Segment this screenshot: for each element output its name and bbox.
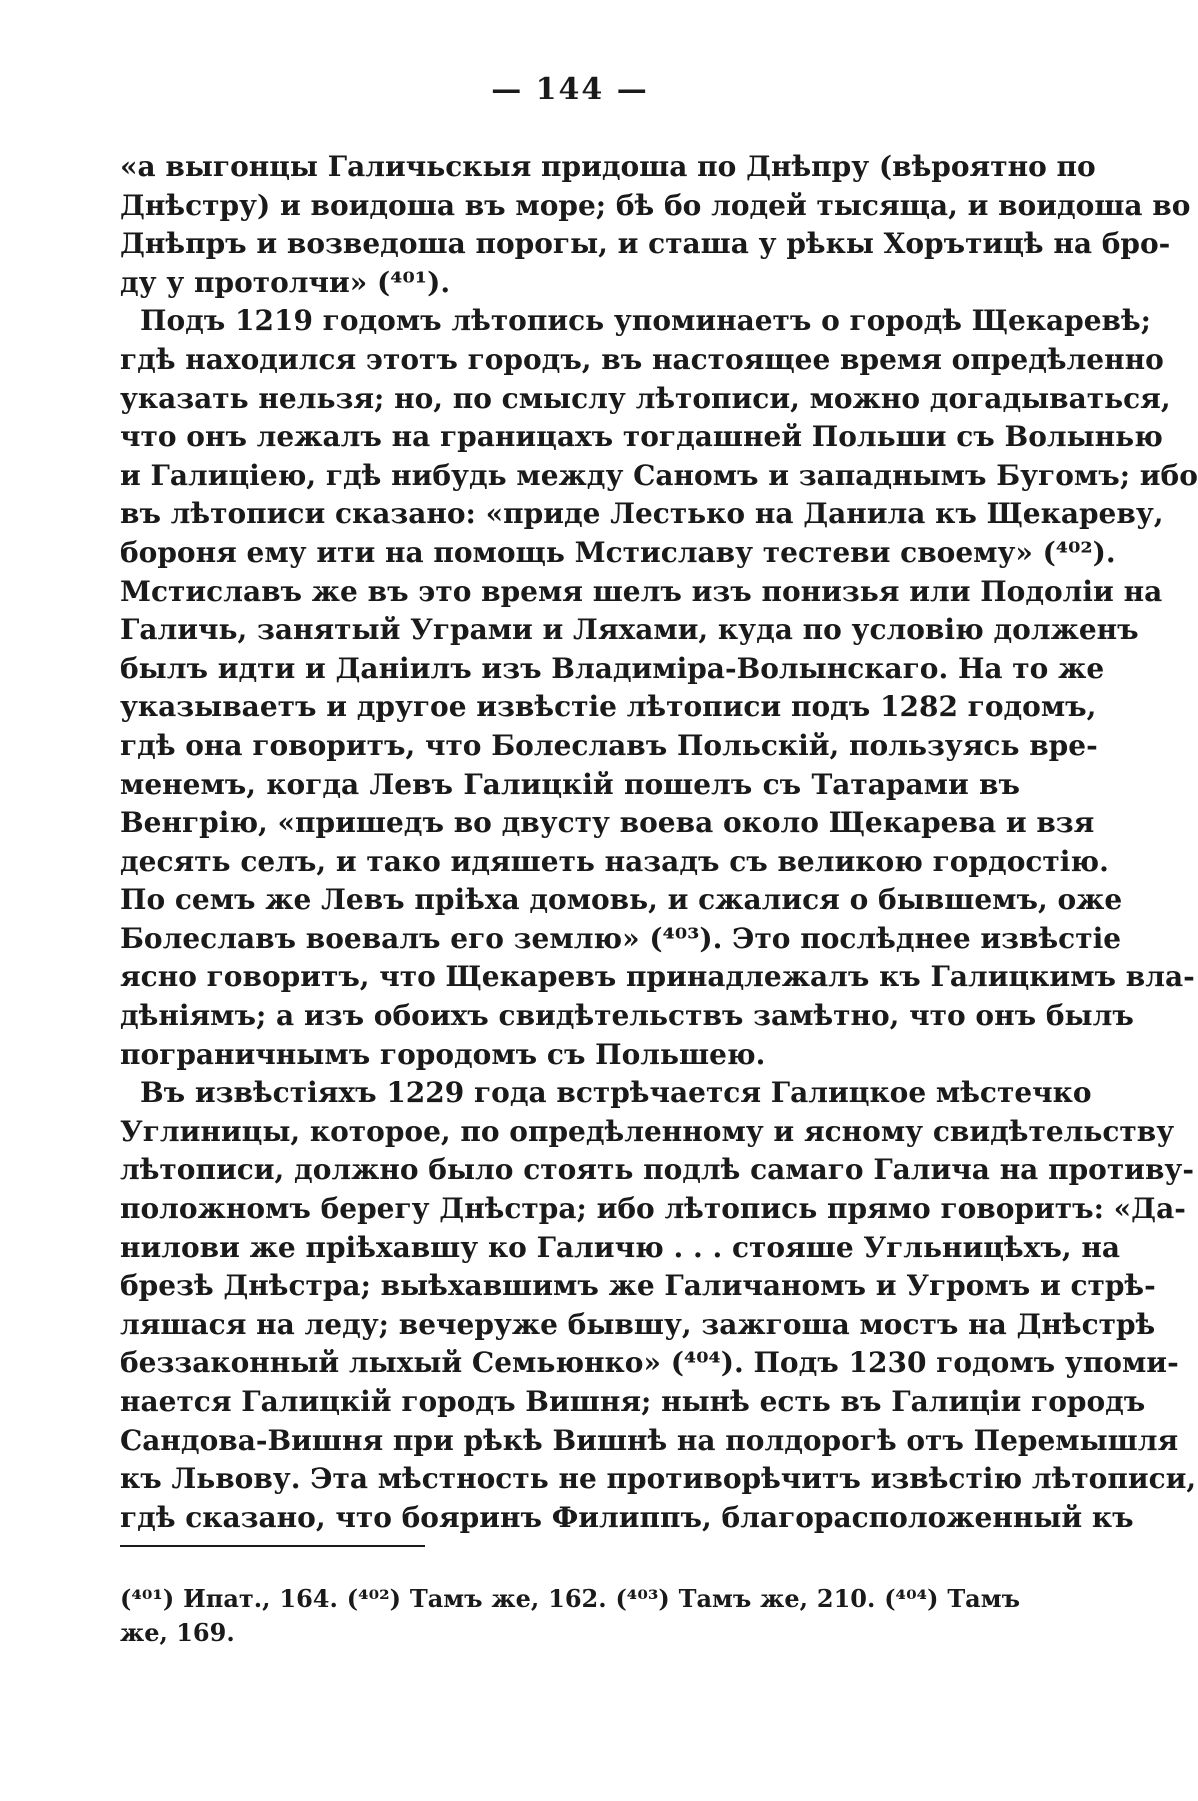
text-line: указываетъ и другое извѣстіе лѣтописи подъ 1282 годомъ,: [120, 690, 1097, 724]
text-line: и Галиціею, гдѣ нибудь между Саномъ и западнымъ Бугомъ; ибо: [120, 458, 1198, 492]
text-line: пограничнымъ городомъ съ Польшею.: [120, 1037, 766, 1071]
text-line: гдѣ находился этотъ городъ, въ настоящее время опредѣленно: [120, 342, 1164, 376]
text-line: въ лѣтописи сказано: «приде Лестько на Данила къ Щекареву,: [120, 497, 1164, 531]
text-line: Днѣстру) и воидоша въ море; бѣ бо лодей тысяща, и воидоша во: [120, 188, 1191, 222]
text-line: менемъ, когда Левъ Галицкій пошелъ съ Татарами въ: [120, 767, 1020, 801]
text-line: ясно говоритъ, что Щекаревъ принадлежалъ къ Галицкимъ вла-: [120, 960, 1195, 994]
text-line: Сандова-Вишня при рѣкѣ Вишнѣ на полдорогѣ отъ Перемышля: [120, 1423, 1179, 1457]
text-line: указать нельзя; но, по смыслу лѣтописи, можно догадываться,: [120, 381, 1171, 415]
text-line: гдѣ сказано, что бояринъ Филиппъ, благорасположенный къ: [120, 1500, 1134, 1534]
text-line: Въ извѣстіяхъ 1229 года встрѣчается Галицкое мѣстечко: [140, 1076, 1092, 1110]
text-line: Днѣпръ и возведоша порогы, и сташа у рѣкы Хорътицѣ на бро-: [120, 227, 1171, 261]
text-line: нилови же пріѣхавшу ко Галичю . . . стояше Угльницѣхъ, на: [120, 1230, 1120, 1264]
text-line: «а выгонцы Галичьскыя придоша по Днѣпру (вѣроятно по: [120, 150, 1096, 183]
main-text: [120, 148, 1198, 1537]
text-line: Подъ 1219 годомъ лѣтопись упоминаетъ о городѣ Щекаревѣ;: [140, 304, 1151, 338]
text-line: положномъ берегу Днѣстра; ибо лѣтопись прямо говоритъ: «Да-: [120, 1192, 1186, 1226]
text-line: Мстиславъ же въ это время шелъ изъ понизья или Подоліи на: [120, 574, 1163, 608]
text-line: гдѣ она говоритъ, что Болеславъ Польскій, пользуясь вре-: [120, 728, 1098, 762]
text-line: былъ идти и Даніилъ изъ Владиміра-Волынскаго. На то же: [120, 651, 1105, 685]
footnote-line: (⁴⁰¹) Ипат., 164. (⁴⁰²) Тамъ же, 162. (⁴⁰³) Тамъ же, 210. (⁴⁰⁴) Тамъ: [120, 1584, 1020, 1613]
text-line: что онъ лежалъ на границахъ тогдашней Польши съ Волынью: [120, 420, 1163, 454]
text-line: къ Львову. Эта мѣстность не противорѣчитъ извѣстію лѣтописи,: [120, 1462, 1197, 1496]
text-line: Болеславъ воевалъ его землю» (⁴⁰³). Это послѣднее извѣстіе: [120, 921, 1122, 955]
text-line: десять селъ, и тако идяшеть назадъ съ великою гордостію.: [120, 844, 1109, 878]
footnote-divider: [120, 1545, 425, 1547]
text-line: Венгрію, «пришедъ во двусту воева около Щекарева и взя: [120, 806, 1095, 840]
text-line: ляшася на леду; вечеруже бывшу, зажгоша мостъ на Днѣстрѣ: [120, 1307, 1156, 1341]
footnotes: [120, 1582, 1020, 1650]
text-line: По семъ же Левъ пріѣха домовь, и сжалися о бывшемъ, оже: [120, 883, 1123, 917]
footnote-line: же, 169.: [120, 1618, 235, 1647]
text-line: Галичь, занятый Уграми и Ляхами, куда по условію долженъ: [120, 613, 1139, 647]
text-line: бороня ему ити на помощь Мстиславу тестеви своему» (⁴⁰²).: [120, 535, 1116, 569]
page-number: — 144 —: [491, 72, 649, 107]
text-line: дѣніямъ; а изъ обоихъ свидѣтельствъ замѣтно, что онъ былъ: [120, 999, 1134, 1033]
text-line: лѣтописи, должно было стоять подлѣ самаго Галича на противу-: [120, 1153, 1194, 1187]
text-line: беззаконный лыхый Семьюнко» (⁴⁰⁴). Подъ 1230 годомъ упоми-: [120, 1346, 1179, 1380]
text-line: ду у протолчи» (⁴⁰¹).: [120, 265, 451, 299]
text-line: брезѣ Днѣстра; выѣхавшимъ же Галичаномъ и Угромъ и стрѣ-: [120, 1269, 1156, 1303]
text-line: Углиницы, которое, по опредѣленному и ясному свидѣтельству: [120, 1114, 1175, 1148]
text-line: нается Галицкій городъ Вишня; нынѣ есть въ Галиціи городъ: [120, 1385, 1146, 1418]
